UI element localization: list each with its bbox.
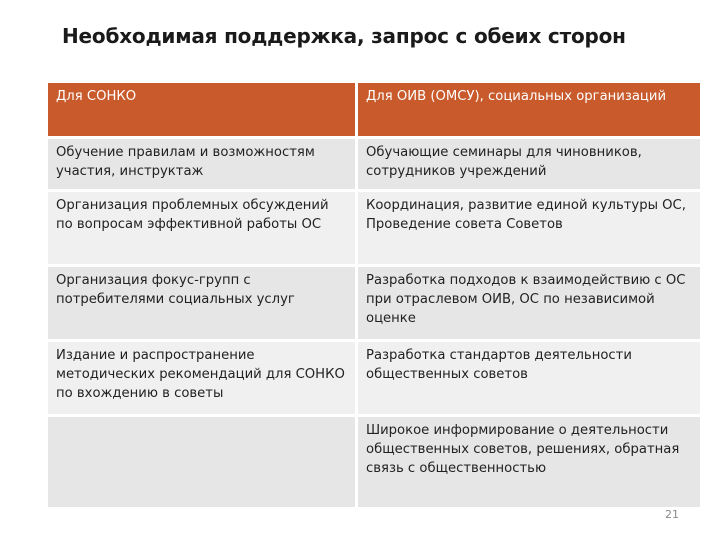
table-cell: Обучающие семинары для чиновников, сотрудников учреждений xyxy=(358,139,700,192)
table-cell: Организация проблемных обсуждений по вопросам эффективной работы ОС xyxy=(48,192,358,267)
table-cell: Разработка стандартов деятельности общественных советов xyxy=(358,342,700,417)
table-cell: Координация, развитие единой культуры ОС, Проведение совета Советов xyxy=(358,192,700,267)
table-row xyxy=(48,342,700,417)
table-row xyxy=(48,139,700,192)
page-number: 21 xyxy=(665,508,679,521)
header-oiv: Для ОИВ (ОМСУ), социальных организаций xyxy=(358,83,700,139)
table-cell: Широкое информирование о деятельности общественных советов, решениях, обратная связь с общественностью xyxy=(358,417,700,510)
slide-title: Необходимая поддержка, запрос с обеих сторон xyxy=(62,24,626,48)
table-row xyxy=(48,192,700,267)
table-cell: Организация фокус-групп с потребителями социальных услуг xyxy=(48,267,358,342)
table-row xyxy=(48,417,700,510)
table-header-row xyxy=(48,83,700,139)
table-row xyxy=(48,267,700,342)
table-cell: Разработка подходов к взаимодействию с ОС при отраслевом ОИВ, ОС по независимой оценке xyxy=(358,267,700,342)
table-cell: Обучение правилам и возможностям участия, инструктаж xyxy=(48,139,358,192)
support-table xyxy=(48,83,700,510)
table-cell: Издание и распространение методических рекомендаций для СОНКО по вхождению в советы xyxy=(48,342,358,417)
table-cell-empty xyxy=(48,417,358,510)
header-sonko: Для СОНКО xyxy=(48,83,358,139)
